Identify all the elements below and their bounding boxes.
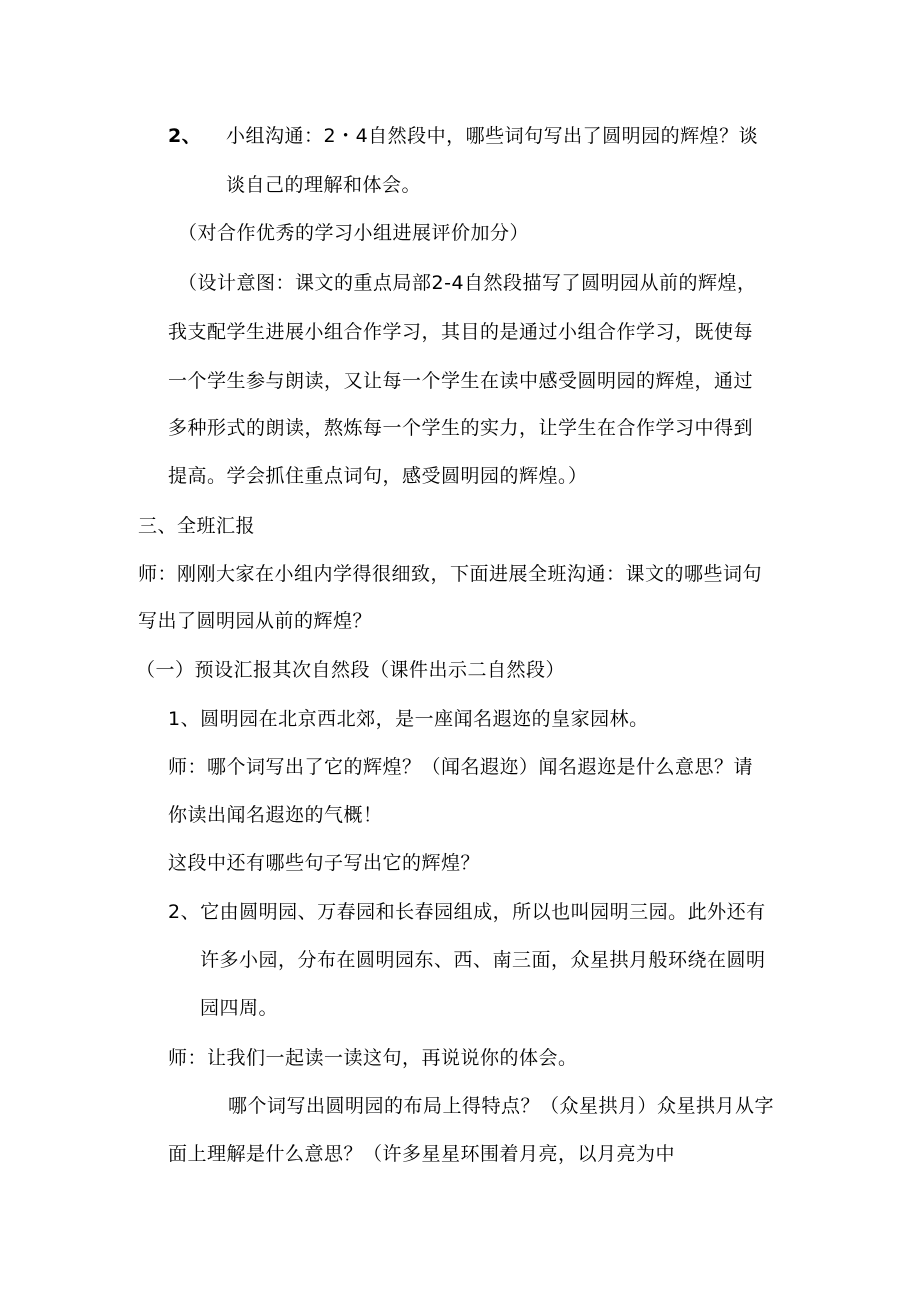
- text-line-19: 园四周。: [200, 997, 279, 1019]
- text-line-8: 提高。学会抓住重点词句，感受圆明园的辉煌。）: [168, 465, 588, 487]
- text-line-10: 师：刚刚大家在小组内学得很细致，下面进展全班沟通：课文的哪些词句: [138, 563, 763, 585]
- list-number: 2、: [168, 125, 202, 147]
- line-text: 小组沟通：2・4自然段中，哪些词句写出了圆明园的辉煌？谈: [226, 125, 759, 147]
- text-line-1: [168, 124, 758, 148]
- text-line-4: （设计意图：课文的重点局部2-4自然段描写了圆明园从前的辉煌，: [178, 272, 757, 294]
- text-line-15: 你读出闻名遐迩的气概！: [168, 804, 383, 826]
- text-line-2: 谈自己的理解和体会。: [226, 174, 422, 196]
- text-line-11: 写出了圆明园从前的辉煌？: [138, 610, 373, 632]
- sub-heading: （一）预设汇报其次自然段（课件出示二自然段）: [136, 659, 566, 681]
- text-line-16: 这段中还有哪些句子写出它的辉煌？: [168, 852, 481, 874]
- text-line-14: 师：哪个词写出了它的辉煌？（闻名遐迩）闻名遐迩是什么意思？请: [168, 756, 754, 778]
- text-line-20: 师：让我们一起读一读这句，再说说你的体会。: [168, 1047, 578, 1069]
- text-line-18: 许多小园，分布在圆明园东、西、南三面，众星拱月般环绕在圆明: [200, 949, 766, 971]
- text-line-21: 哪个词写出圆明园的布局上得特点？（众星拱月）众星拱月从字: [228, 1095, 775, 1117]
- text-line-7: 多种形式的朗读，熬炼每一个学生的实力，让学生在合作学习中得到: [168, 417, 754, 439]
- section-heading: 三、全班汇报: [138, 515, 256, 537]
- text-line-5: 我支配学生进展小组合作学习，其目的是通过小组合作学习，既使每: [168, 321, 754, 343]
- text-line-3: （对合作优秀的学习小组进展评价加分）: [178, 222, 530, 244]
- text-line-13: 1、圆明园在北京西北郊，是一座闻名遐迩的皇家园林。: [168, 708, 649, 730]
- text-line-22: 面上理解是什么意思？（许多星星环围着月亮，以月亮为中: [168, 1143, 676, 1165]
- text-line-17: 2、它由圆明园、万春园和长春园组成，所以也叫园明三园。此外还有: [168, 901, 766, 923]
- text-line-6: 一个学生参与朗读，又让每一个学生在读中感受圆明园的辉煌，通过: [168, 370, 754, 392]
